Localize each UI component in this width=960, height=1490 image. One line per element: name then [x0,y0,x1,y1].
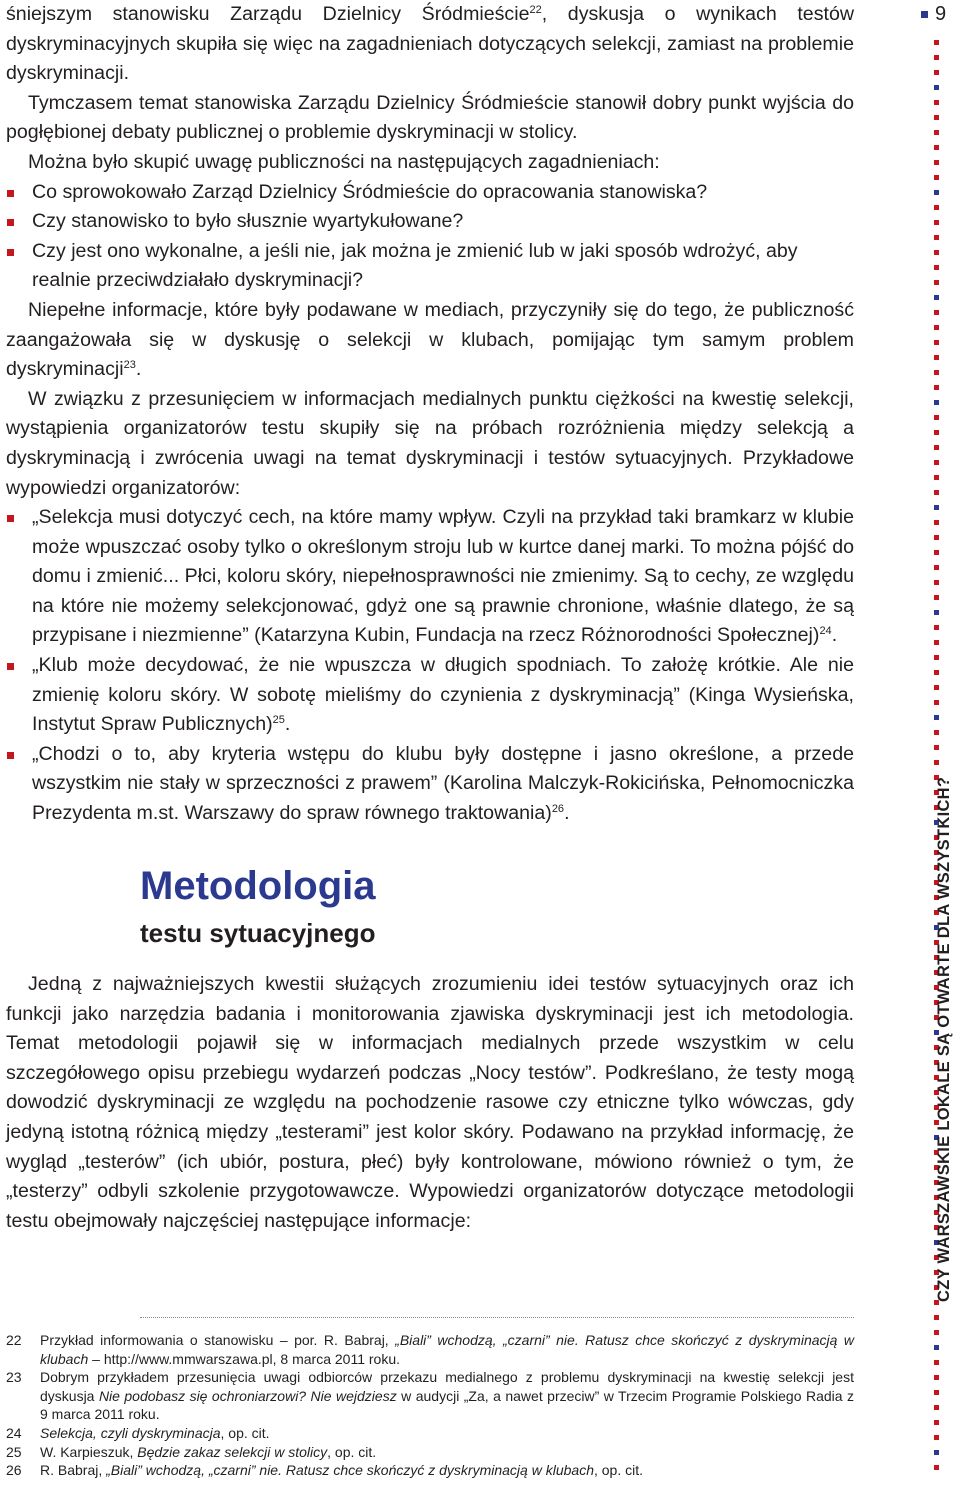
decorative-dot [934,325,939,330]
paragraph: Jedną z najważniejszych kwestii służących zrozumieniu idei testów sytuacyjnych oraz ich funkcji jako narzędzia badania i monitorowania zjawiska dyskryminacji jest ich metodologia. Temat metodologii pojawił się w informacjach medialnych przede wszystkim w celu szczegółowego opisu przebiegu wydarzeń podczas „Nocy testów”. Podkreślano, że testy mogą dowodzić dyskryminacji ze względu na pochodzenie rasowe czy etniczne tylko wówczas, gdy jedyną istotną różnicą między „testerami” jest kolor skóry. Podawano na przykład informację, że wygląd „testerów” (ich ubiór, postura, płeć) były kontrolowane, mówiono również o tym, że „testerzy” odbyli szkolenie przygotowawcze. Wypowiedzi organizatorów dotyczące metodologii testu obejmowały najczęściej następujące informacje: [6,973,854,1232]
footnote: 26 R. Babraj, „Biali” wchodzą, „czarni” nie. Ratusz chce skończyć z dyskryminacją w klubach, op. cit. [6,1462,644,1479]
decorative-dot [934,145,939,150]
decorative-dot [934,1345,939,1350]
decorative-dot [934,550,939,555]
decorative-dot [934,340,939,345]
decorative-dot [934,235,939,240]
red-bullet-icon [7,752,14,759]
paragraph: Można było skupić uwagę publiczności na następujących zagadnieniach: [28,150,660,173]
decorative-dot [934,610,939,615]
footnote: 23 Dobrym przykładem przesunięcia uwagi odbiorców przekazu medialnego z problemu dyskryminacji na kwestię selekcji jest dyskusja Nie podobasz się ochroniarzowi? Nie wejdziesz w audycji „Za, a nawet przeciw” w Trzecim Programie Polskiego Radia z 9 marca 2011 roku. [6,1369,854,1423]
decorative-dot [934,295,939,300]
footnote: 24 Selekcja, czyli dyskryminacja, op. cit. [6,1424,270,1441]
decorative-dot [934,670,939,675]
section-subtitle: testu sytuacyjnego [140,918,376,948]
decorative-dot [934,100,939,105]
footnote-ref[interactable]: 25 [272,714,285,727]
section-title: Metodologia [140,864,376,908]
decorative-dot [934,640,939,645]
decorative-dot [934,400,939,405]
paragraph: W związku z przesunięciem w informacjach medialnych punktu ciężkości na kwestię selekcji, wystąpienia organizatorów testu skupiły się na próbach rozróżnienia między selekcją a dyskryminacją i zwrócenia uwagi na temat dyskryminacji i testów sytuacyjnych. Przykładowe wypowiedzi organizatorów: [6,387,854,499]
footnote-ref[interactable]: 23 [123,359,136,372]
decorative-dot [934,745,939,750]
footnote-number: 26 [6,1462,22,1479]
page-number: 9 [935,3,947,25]
red-bullet-icon [7,249,14,256]
decorative-dot [934,1330,939,1335]
list-item: Czy stanowisko to było słusznie wyartykułowane? [6,207,854,237]
decorative-dot [934,490,939,495]
decorative-dot [934,625,939,630]
paragraph: Tymczasem temat stanowiska Zarządu Dzielnicy Śródmieście stanowił dobry punkt wyjścia do pogłębionej debaty publicznej o problemie dyskryminacji w stolicy. [6,91,854,144]
running-title: CZY WARSZAWSKIE LOKALE SĄ OTWARTE DLA WSZYSTKICH? [935,776,953,1302]
blue-square-icon [921,11,928,18]
decorative-dot [934,130,939,135]
decorative-dot [934,430,939,435]
footnote-number: 24 [6,1424,22,1441]
decorative-dot [934,1450,939,1455]
list-item: Co sprowokowało Zarząd Dzielnicy Śródmieście do opracowania stanowiska? [6,178,854,208]
decorative-dot [934,190,939,195]
decorative-dot [934,685,939,690]
decorative-dot [934,505,939,510]
decorative-dot [934,730,939,735]
decorative-dot [934,475,939,480]
paragraph: Niepełne informacje, które były podawane w mediach, przyczyniły się do tego, że publiczność zaangażowała się w dyskusję o selekcji w klubach, pomijając tym samym problem dyskryminacji$^{23}$. [6,298,854,381]
quote-item: „Klub może decydować, że nie wpuszcza w długich spodniach. To założę krótkie. Ale nie zmienię koloru skóry. W sobotę mieliśmy do czynienia z dyskryminacją” (Kinga Wysieńska, Instytut Spraw Publicznych)$^{25}$. [6,651,854,740]
decorative-dot [934,115,939,120]
decorative-dot [934,1360,939,1365]
decorative-dot [934,580,939,585]
footnote-ref[interactable]: 22 [529,4,542,16]
decorative-dot [934,1375,939,1380]
decorative-dot [934,355,939,360]
decorative-dot [934,565,939,570]
decorative-dot [934,310,939,315]
decorative-dot [934,655,939,660]
decorative-dot [934,250,939,255]
page-number-marker [921,1,946,27]
footnote-number: 23 [6,1369,22,1386]
red-bullet-icon [7,190,14,197]
decorative-dot [934,40,939,45]
quote-item: „Selekcja musi dotyczyć cech, na które mamy wpływ. Czyli na przykład taki bramkarz w klubie może wpuszczać osoby tylko o określonym stroju lub w kurtce danej marki. To można pójść do domu i zmienić... Płci, koloru skóry, niepełnosprawności nie zmienimy. Są to cechy, ze względu na które nie możemy selekcjonować, gdyż one są prawnie chronione, właśnie dlatego, że są przypisane i niezmienne” (Katarzyna Kubin, Fundacja na rzecz Różnorodności Społecznej)$^{24}$. [6,503,854,651]
decorative-dot [934,760,939,765]
decorative-dot [934,205,939,210]
decorative-dot [934,175,939,180]
quote-item: „Chodzi o to, aby kryteria wstępu do klubu były dostępne i jasno określone, a przede wszystkim nie stały w sprzeczności z prawem” (Karolina Malczyk-Rokicińska, Pełnomocniczka Prezydenta m.st. Warszawy do spraw równego traktowania)$^{26}$. [6,740,854,829]
decorative-dot [934,1405,939,1410]
footnote-divider [140,1317,854,1318]
footnote-number: 22 [6,1332,22,1348]
decorative-dot [934,460,939,465]
decorative-dot [934,370,939,375]
footnote-number: 25 [6,1443,22,1460]
decorative-dot [934,220,939,225]
paragraph: śniejszym stanowisku Zarządu Dzielnicy Śródmieście$^{22}$, dyskusja o wynikach testów dyskryminacyjnych skupiła się więc na zagadnieniach dotyczących selekcji, zamiast na problemie dyskryminacji. [6,3,854,85]
red-bullet-icon [7,515,14,522]
section-body [6,970,854,1236]
decorative-dot [934,160,939,165]
decorative-dot [934,1435,939,1440]
decorative-dot [934,280,939,285]
decorative-dot [934,415,939,420]
decorative-dot [934,700,939,705]
decorative-dot [934,1390,939,1395]
red-bullet-icon [7,219,14,226]
footnotes [6,1331,854,1480]
main-text-column [6,0,854,829]
decorative-dot [934,385,939,390]
red-bullet-icon [7,663,14,670]
decorative-dot [934,1420,939,1425]
decorative-dot [934,715,939,720]
footnote: 25 W. Karpieszuk, Będzie zakaz selekcji w stolicy, op. cit. [6,1443,377,1460]
decorative-dot [934,265,939,270]
list-item: Czy jest ono wykonalne, a jeśli nie, jak można je zmienić lub w jaki sposób wdrożyć, aby realnie przeciwdziałało dyskryminacji? [6,237,854,296]
footnote: 22 Przykład informowania o stanowisku – por. R. Babraj, „Biali” wchodzą, „czarni” nie. Ratusz chce skończyć z dyskryminacją w klubach – http://www.mmwarszawa.pl, 8 marca 2011 roku. [6,1332,854,1367]
decorative-dot [934,535,939,540]
decorative-dot [934,1465,939,1470]
decorative-dot [934,595,939,600]
decorative-dot [934,445,939,450]
footnote-ref[interactable]: 26 [551,803,565,816]
decorative-dot [934,70,939,75]
section-heading [140,860,376,950]
decorative-dot [934,1315,939,1320]
decorative-dot [934,520,939,525]
decorative-dot [934,85,939,90]
decorative-dot [934,55,939,60]
footnote-ref[interactable]: 24 [819,625,832,638]
